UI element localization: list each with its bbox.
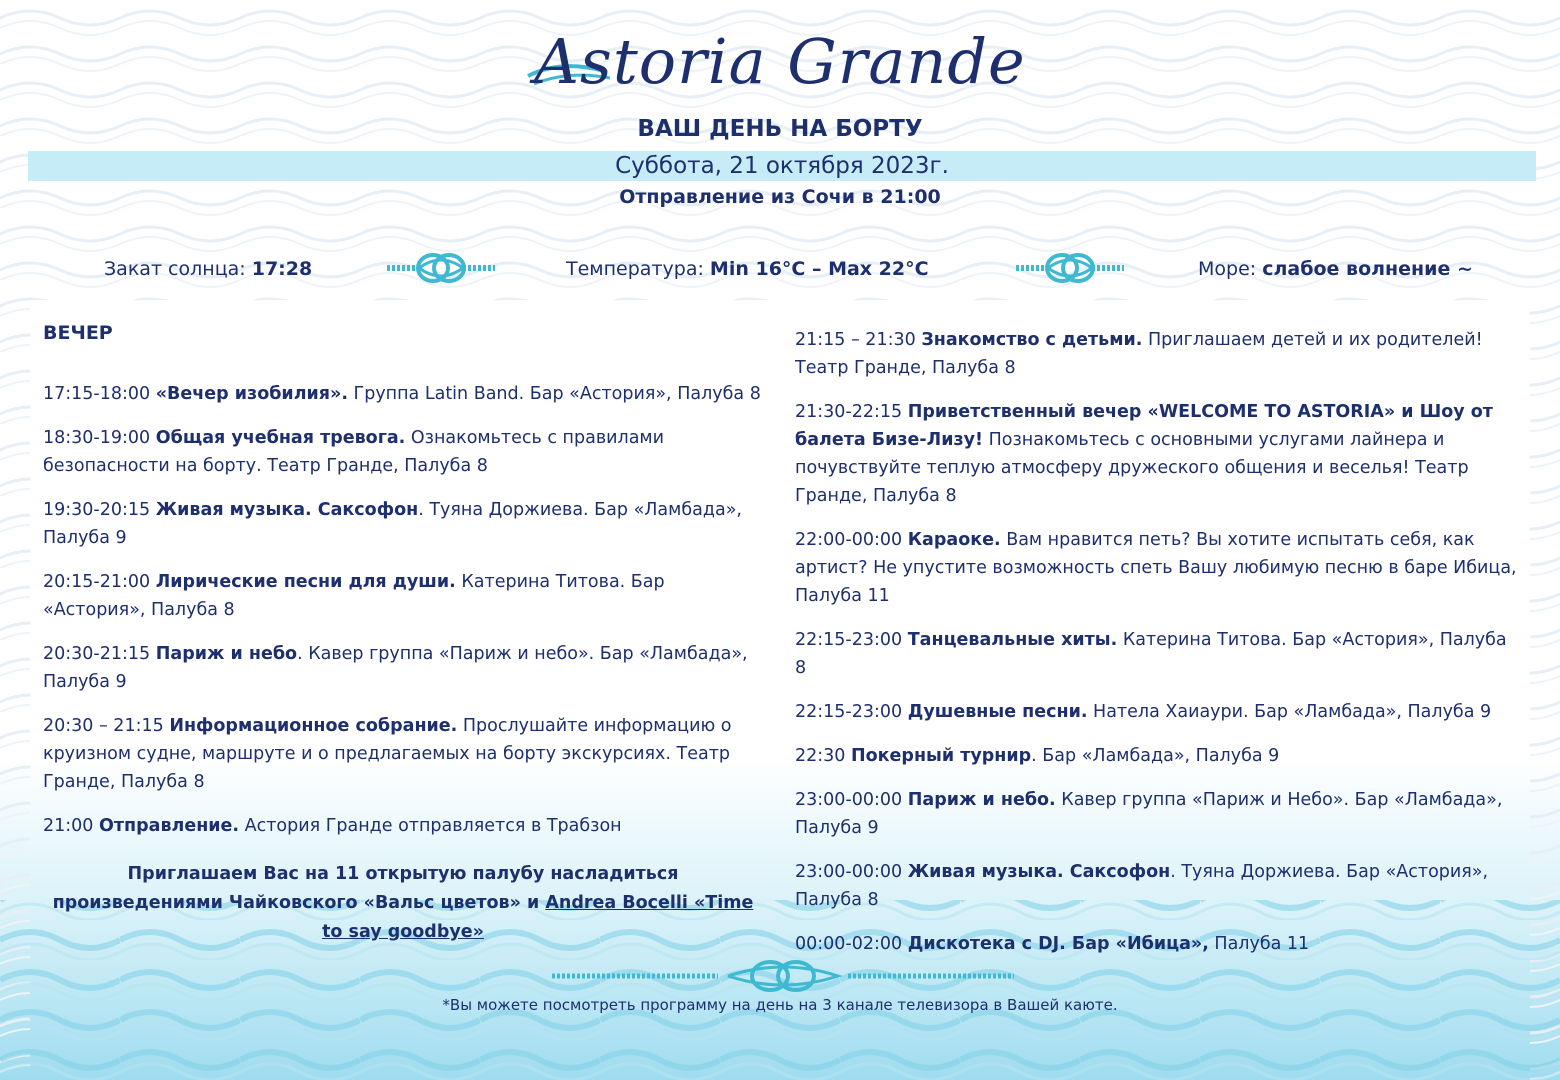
temperature-value: Min 16°C – Max 22°C [709,258,929,280]
sunset-value: 17:28 [251,258,313,280]
brand-logo [520,18,1040,106]
sunset-label: Закат солнца: [104,258,252,280]
rope-knot-icon [385,250,497,286]
page-title: ВАШ ДЕНЬ НА БОРТУ [637,116,923,142]
schedule-item: 23:00-00:00 Живая музыка. Саксофон. Туяна Доржиева. Бар «Астория», Палуба 8 [795,862,1489,910]
schedule-item: 22:15-23:00 Душевные песни. Натела Хаиаури. Бар «Ламбада», Палуба 9 [795,702,1492,722]
invitation-note [43,860,763,947]
schedule-item: 19:30-20:15 Живая музыка. Саксофон. Туяна Доржиева. Бар «Ламбада», Палуба 9 [43,500,742,548]
sea-label: Море: [1198,258,1263,280]
invitation-text: Приглашаем Вас на 11 открытую палубу насладиться произведениями Чайковского «Вальс цветов» и [52,864,679,913]
schedule-item: 23:00-00:00 Париж и небо. Кавер группа «Париж и Небо». Бар «Ламбада», Палуба 9 [795,790,1503,838]
schedule-item: 22:15-23:00 Танцевальные хиты. Катерина Титова. Бар «Астория», Палуба 8 [795,630,1507,678]
temperature-label: Температура: [566,258,710,280]
rope-knot-icon [1014,250,1126,286]
rope-divider-icon [548,958,1018,994]
schedule-item: 20:30 – 21:15 Информационное собрание. Прослушайте информацию о круизном судне, маршруте и о предлагаемых на борту экскурсиях. Театр Гранде, Палуба 8 [43,716,732,792]
footnote: *Вы можете посмотреть программу на день на 3 канале телевизора в Вашей каюте. [442,996,1118,1014]
schedule-item: 21:00 Отправление. Астория Гранде отправляется в Трабзон [43,816,622,836]
schedule-item: 22:30 Покерный турнир. Бар «Ламбада», Палуба 9 [795,746,1280,766]
right-schedule [795,326,1520,974]
schedule-item: 00:00-02:00 Дискотека с DJ. Бар «Ибица», Палуба 11 [795,934,1310,954]
sunset-info [104,258,312,280]
schedule-item: 21:30-22:15 Приветственный вечер «WELCOME TO ASTORIA» и Шоу от балета Бизе-Лизу! Познакомьтесь с основными услугами лайнера и почувствуйте теплую атмосферу дружеского общения и веселья! Театр Гранде, Палуба 8 [795,402,1493,506]
sea-value: слабое волнение ~ [1262,258,1473,280]
departure-info: Отправление из Сочи в 21:00 [619,186,941,208]
schedule-item: 20:15-21:00 Лирические песни для души. Катерина Титова. Бар «Астория», Палуба 8 [43,572,665,620]
date-banner: Суббота, 21 октября 2023г. [28,151,1536,181]
temperature-info [566,258,929,280]
schedule-item: 20:30-21:15 Париж и небо. Кавер группа «Париж и небо». Бар «Ламбада», Палуба 9 [43,644,748,692]
section-title-evening: ВЕЧЕР [43,322,113,344]
invitation-link[interactable]: Andrea Bocelli «Time to say goodbye» [322,893,754,942]
schedule-item: 17:15-18:00 «Вечер изобилия». Группа Latin Band. Бар «Астория», Палуба 8 [43,384,761,404]
schedule-item: 21:15 – 21:30 Знакомство с детьми. Приглашаем детей и их родителей! Театр Гранде, Палуба 8 [795,330,1483,378]
sea-info [1198,258,1473,280]
schedule-item: 18:30-19:00 Общая учебная тревога. Ознакомьтесь с правилами безопасности на борту. Театр Гранде, Палуба 8 [43,428,665,476]
brand-name: Astoria Grande [534,25,1026,98]
left-schedule [43,380,763,856]
schedule-item: 22:00-00:00 Караоке. Вам нравится петь? Вы хотите испытать себя, как артист? Не упустите возможность спеть Вашу любимую песню в баре Ибица, Палуба 11 [795,530,1517,606]
